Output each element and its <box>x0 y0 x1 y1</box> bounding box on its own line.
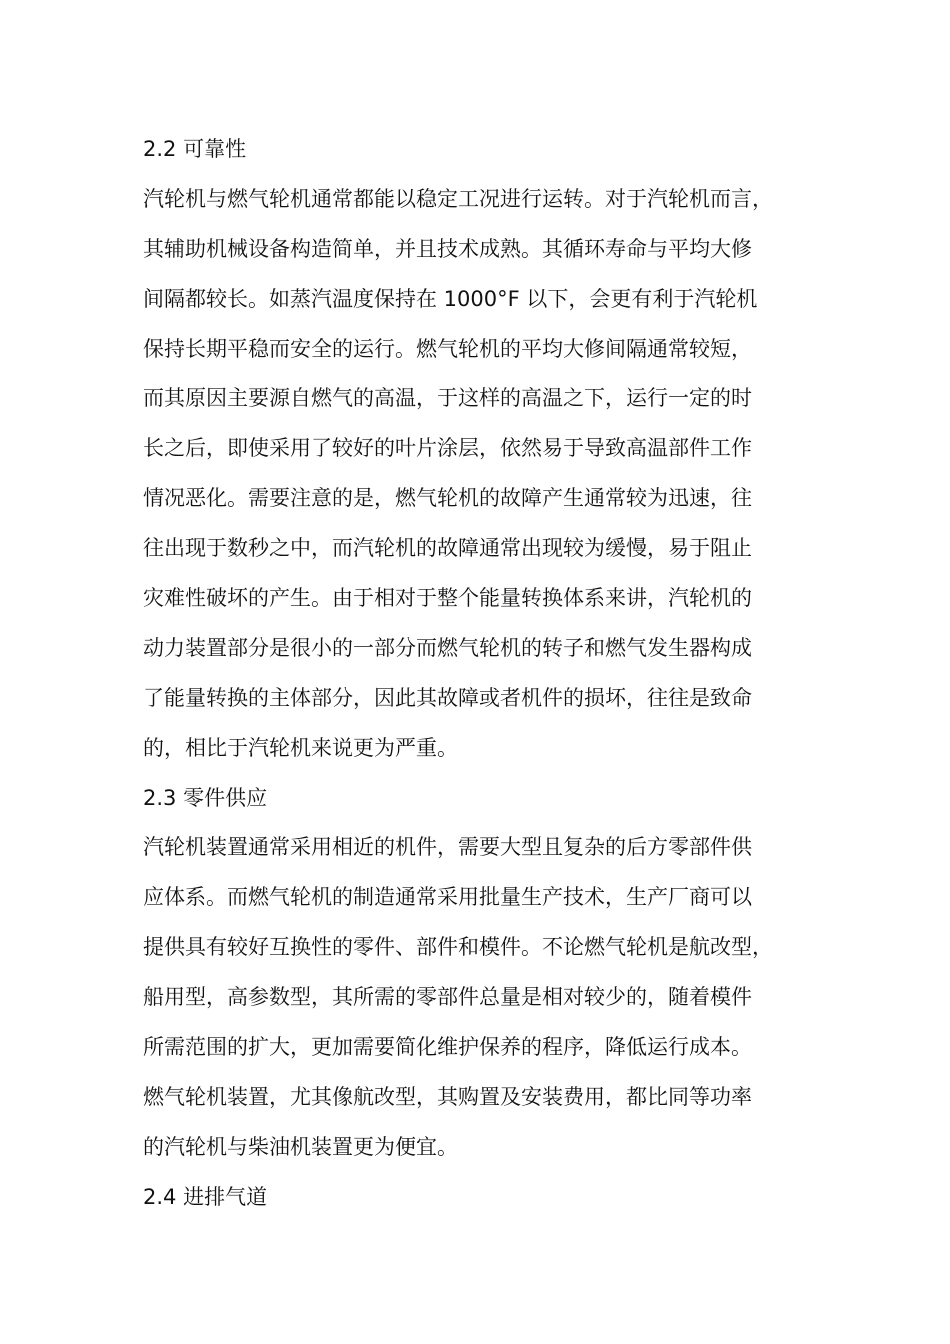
section-heading-2-3: 2.3 零件供应 <box>143 785 268 810</box>
paragraph-line: 汽轮机装置通常采用相近的机件，需要大型且复杂的后方零部件供 <box>143 835 752 860</box>
paragraph-line: 而其原因主要源自燃气的高温，于这样的高温之下，运行一定的时 <box>143 386 752 411</box>
paragraph-line: 动力装置部分是很小的一部分而燃气轮机的转子和燃气发生器构成 <box>143 635 752 660</box>
paragraph-line: 灾难性破坏的产生。由于相对于整个能量转换体系来讲，汽轮机的 <box>143 586 752 611</box>
paragraph-line: 了能量转换的主体部分，因此其故障或者机件的损坏，往往是致命 <box>143 685 752 710</box>
paragraph-line: 的汽轮机与柴油机装置更为便宜。 <box>143 1134 458 1159</box>
paragraph-line: 应体系。而燃气轮机的制造通常采用批量生产技术，生产厂商可以 <box>143 885 752 910</box>
section-heading-2-4: 2.4 进排气道 <box>143 1184 268 1209</box>
paragraph-line: 的，相比于汽轮机来说更为严重。 <box>143 735 458 760</box>
paragraph-line: 提供具有较好互换性的零件、部件和模件。不论燃气轮机是航改型， <box>143 935 773 960</box>
paragraph-line: 间隔都较长。如蒸汽温度保持在 1000°F 以下，会更有利于汽轮机 <box>143 286 758 311</box>
paragraph-line: 情况恶化。需要注意的是，燃气轮机的故障产生通常较为迅速，往 <box>143 486 752 511</box>
paragraph-line: 燃气轮机装置，尤其像航改型，其购置及安装费用，都比同等功率 <box>143 1084 752 1109</box>
section-heading-2-2: 2.2 可靠性 <box>143 137 247 161</box>
paragraph-line: 其辅助机械设备构造简单，并且技术成熟。其循环寿命与平均大修 <box>143 236 752 261</box>
paragraph-line: 船用型，高参数型，其所需的零部件总量是相对较少的，随着模件 <box>143 985 752 1010</box>
paragraph-line: 长之后，即使采用了较好的叶片涂层，依然易于导致高温部件工作 <box>143 436 752 461</box>
document-body <box>143 125 823 1223</box>
paragraph-line: 往出现于数秒之中，而汽轮机的故障通常出现较为缓慢，易于阻止 <box>143 536 752 561</box>
paragraph-line: 汽轮机与燃气轮机通常都能以稳定工况进行运转。对于汽轮机而言， <box>143 186 773 211</box>
paragraph-line: 保持长期平稳而安全的运行。燃气轮机的平均大修间隔通常较短， <box>143 336 752 361</box>
paragraph-line: 所需范围的扩大，更加需要简化维护保养的程序，降低运行成本。 <box>143 1035 752 1060</box>
